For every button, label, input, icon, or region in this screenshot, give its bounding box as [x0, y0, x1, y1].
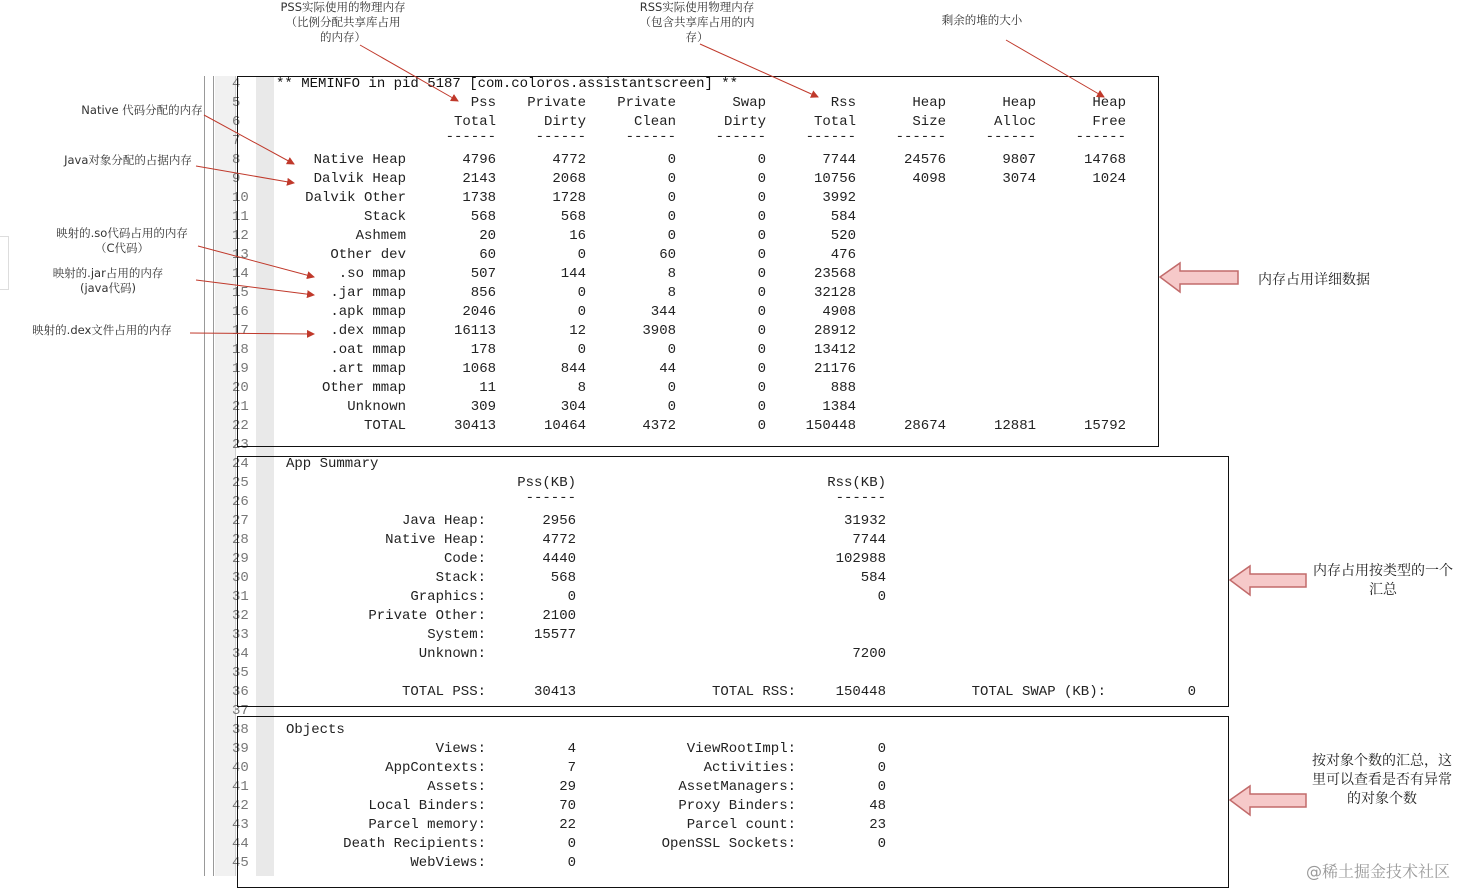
- summary-row-label: Private Other:: [368, 608, 486, 624]
- summary-rss-value: 7744: [852, 532, 886, 548]
- column-separator: ------: [445, 129, 496, 145]
- total-swap-label: TOTAL SWAP (KB):: [971, 684, 1106, 700]
- objects-value: 22: [559, 817, 576, 833]
- meminfo-value: 568: [560, 209, 586, 225]
- meminfo-value: 2143: [462, 171, 496, 187]
- column-header: Clean: [633, 114, 676, 130]
- meminfo-value: 8: [577, 380, 586, 396]
- annotation-by-objects: 按对象个数的汇总，这里可以查看是否有异常的对象个数: [1312, 753, 1452, 807]
- meminfo-value: 4772: [552, 152, 586, 168]
- meminfo-row-label: Other mmap: [321, 380, 406, 396]
- summary-rss-value: 102988: [835, 551, 886, 567]
- meminfo-value: 4098: [912, 171, 946, 187]
- meminfo-value: 21176: [813, 361, 856, 377]
- line-number: 43: [232, 817, 249, 833]
- annotation-pss: PSS实际使用的物理内存（比例分配共享库占用的内存）: [280, 0, 406, 44]
- meminfo-value: 0: [757, 152, 766, 168]
- meminfo-value: 7744: [822, 152, 856, 168]
- column-separator: ------: [985, 129, 1036, 145]
- meminfo-value: 28912: [813, 323, 856, 339]
- annotation-native: Native 代码分配的内存: [81, 103, 203, 117]
- meminfo-value: 10464: [543, 418, 586, 434]
- meminfo-row-label: .apk mmap: [330, 304, 406, 320]
- summary-pss-value: 0: [567, 589, 576, 605]
- arrow-heap-free: [1006, 40, 1104, 97]
- total-pss-label: TOTAL PSS:: [401, 684, 486, 700]
- meminfo-value: 0: [577, 247, 586, 263]
- summary-pss-value: 2100: [542, 608, 576, 624]
- meminfo-value: 20: [479, 228, 496, 244]
- line-number: 18: [232, 342, 249, 358]
- objects-value: 0: [877, 741, 886, 757]
- total-pss-value: 30413: [533, 684, 576, 700]
- arrow-native: [204, 115, 294, 164]
- summary-pss-value: 568: [550, 570, 576, 586]
- meminfo-row-label: Dalvik Other: [305, 190, 406, 206]
- section-title: Objects: [286, 722, 345, 738]
- line-number: 6: [232, 114, 241, 130]
- objects-label: Parcel count:: [686, 817, 796, 833]
- meminfo-value: 4908: [822, 304, 856, 320]
- meminfo-value: 24576: [903, 152, 946, 168]
- meminfo-value: 0: [667, 190, 676, 206]
- line-number: 31: [232, 589, 249, 605]
- meminfo-value: 0: [667, 209, 676, 225]
- meminfo-value: 0: [757, 380, 766, 396]
- meminfo-value: 844: [560, 361, 586, 377]
- meminfo-row-label: Dalvik Heap: [313, 171, 406, 187]
- line-number: 11: [232, 209, 249, 225]
- arrow-jar: [196, 280, 314, 295]
- meminfo-value: 0: [577, 342, 586, 358]
- big-arrow-detail: [1160, 263, 1238, 292]
- line-number: 10: [232, 190, 249, 206]
- line-number: 13: [232, 247, 249, 263]
- line-number: 28: [232, 532, 249, 548]
- column-header: Total: [813, 114, 856, 130]
- meminfo-value: 0: [757, 171, 766, 187]
- line-number: 37: [232, 703, 249, 719]
- objects-value: 48: [869, 798, 886, 814]
- annotation-dex: 映射的.dex文件占用的内存: [32, 323, 172, 337]
- objects-label: Activities:: [703, 760, 796, 776]
- summary-pss-value: 2956: [542, 513, 576, 529]
- column-header: Swap: [732, 95, 766, 111]
- summary-rss-value: 0: [877, 589, 886, 605]
- column-separator: ------: [535, 129, 586, 145]
- column-header: Pss(KB): [517, 475, 576, 491]
- meminfo-row-label: Native Heap: [313, 152, 406, 168]
- meminfo-value: 0: [757, 418, 766, 434]
- summary-rss-value: 7200: [852, 646, 886, 662]
- meminfo-value: 0: [667, 228, 676, 244]
- column-separator: ------: [525, 490, 576, 506]
- meminfo-value: 1738: [462, 190, 496, 206]
- arrow-so: [198, 246, 314, 277]
- objects-label: Proxy Binders:: [678, 798, 796, 814]
- line-number: 32: [232, 608, 249, 624]
- meminfo-value: 12881: [993, 418, 1036, 434]
- summary-rss-value: 584: [860, 570, 886, 586]
- arrow-rss: [700, 44, 818, 97]
- column-header: Pss: [470, 95, 496, 111]
- meminfo-value: 8: [667, 266, 676, 282]
- objects-value: 29: [559, 779, 576, 795]
- column-header: Rss(KB): [827, 475, 886, 491]
- meminfo-value: 0: [667, 152, 676, 168]
- objects-value: 0: [567, 855, 576, 871]
- column-header: Rss: [830, 95, 856, 111]
- meminfo-value: 0: [667, 380, 676, 396]
- meminfo-value: 16113: [453, 323, 496, 339]
- line-number: 33: [232, 627, 249, 643]
- meminfo-value: 0: [757, 361, 766, 377]
- meminfo-row-label: .art mmap: [330, 361, 406, 377]
- objects-value: 0: [877, 836, 886, 852]
- meminfo-value: 30413: [453, 418, 496, 434]
- meminfo-value: 13412: [813, 342, 856, 358]
- summary-pss-value: 15577: [533, 627, 576, 643]
- meminfo-value: 44: [659, 361, 676, 377]
- annotation-by-type: 内存占用按类型的一个汇总: [1313, 563, 1453, 598]
- meminfo-value: 1068: [462, 361, 496, 377]
- column-header: Heap: [1092, 95, 1126, 111]
- meminfo-value: 856: [470, 285, 496, 301]
- watermark: @稀土掘金技术社区: [1305, 862, 1450, 881]
- objects-label: Views:: [435, 741, 486, 757]
- line-number: 4: [232, 76, 241, 92]
- objects-label: OpenSSL Sockets:: [661, 836, 796, 852]
- section-title: App Summary: [286, 456, 379, 472]
- meminfo-value: 0: [667, 342, 676, 358]
- line-number: 42: [232, 798, 249, 814]
- meminfo-value: 28674: [903, 418, 946, 434]
- meminfo-value: 0: [757, 209, 766, 225]
- meminfo-value: 8: [667, 285, 676, 301]
- arrow-java: [196, 166, 294, 183]
- column-header: Dirty: [543, 114, 586, 130]
- meminfo-value: 0: [757, 190, 766, 206]
- objects-value: 0: [877, 760, 886, 776]
- meminfo-row-label: .oat mmap: [330, 342, 406, 358]
- column-header: Heap: [1002, 95, 1036, 111]
- meminfo-value: 178: [470, 342, 496, 358]
- objects-value: 70: [559, 798, 576, 814]
- line-number: 8: [232, 152, 241, 168]
- meminfo-value: 304: [560, 399, 586, 415]
- line-number: 25: [232, 475, 249, 491]
- line-number: 12: [232, 228, 249, 244]
- column-separator: ------: [835, 490, 886, 506]
- meminfo-value: 2068: [552, 171, 586, 187]
- meminfo-heading: ** MEMINFO in pid 5187 [com.coloros.assistantscreen] **: [276, 76, 739, 92]
- meminfo-value: 0: [757, 323, 766, 339]
- summary-row-label: Stack:: [435, 570, 486, 586]
- column-header: Private: [527, 95, 586, 111]
- line-number: 29: [232, 551, 249, 567]
- meminfo-value: 10756: [813, 171, 856, 187]
- annotation-so: 映射的.so代码占用的内存（C代码）: [56, 226, 188, 255]
- meminfo-value: 568: [470, 209, 496, 225]
- meminfo-value: 0: [757, 247, 766, 263]
- meminfo-value: 0: [757, 342, 766, 358]
- objects-value: 4: [567, 741, 576, 757]
- line-number: 21: [232, 399, 249, 415]
- objects-label: Local Binders:: [368, 798, 486, 814]
- meminfo-value: 476: [830, 247, 856, 263]
- line-number: 23: [232, 437, 249, 453]
- meminfo-row-label: .so mmap: [338, 266, 406, 282]
- column-header: Dirty: [723, 114, 766, 130]
- line-number: 20: [232, 380, 249, 396]
- summary-row-label: Native Heap:: [385, 532, 486, 548]
- column-separator: ------: [1075, 129, 1126, 145]
- meminfo-value: 0: [757, 399, 766, 415]
- meminfo-value: 0: [577, 285, 586, 301]
- annotation-jar: 映射的.jar占用的内存(java代码): [52, 266, 164, 295]
- total-rss-value: 150448: [835, 684, 886, 700]
- objects-label: Assets:: [427, 779, 486, 795]
- column-header: Size: [912, 114, 946, 130]
- meminfo-value: 144: [560, 266, 586, 282]
- meminfo-value: 0: [757, 228, 766, 244]
- objects-value: 0: [877, 779, 886, 795]
- objects-label: AppContexts:: [385, 760, 486, 776]
- meminfo-value: 4796: [462, 152, 496, 168]
- meminfo-value: 12: [569, 323, 586, 339]
- big-arrow-by-objects: [1230, 786, 1306, 815]
- annotation-java: Java对象分配的占据内存: [64, 153, 192, 167]
- column-separator: ------: [625, 129, 676, 145]
- meminfo-value: 3908: [642, 323, 676, 339]
- summary-row-label: System:: [427, 627, 486, 643]
- objects-value: 23: [869, 817, 886, 833]
- column-header: Heap: [912, 95, 946, 111]
- meminfo-value: 584: [830, 209, 856, 225]
- line-number: 19: [232, 361, 249, 377]
- meminfo-value: 1384: [822, 399, 856, 415]
- meminfo-value: 888: [830, 380, 856, 396]
- line-number: 24: [232, 456, 249, 472]
- meminfo-value: 0: [757, 285, 766, 301]
- column-header: Total: [453, 114, 496, 130]
- line-number: 16: [232, 304, 249, 320]
- meminfo-value: 3074: [1002, 171, 1036, 187]
- meminfo-row-label: Stack: [363, 209, 406, 225]
- line-number: 9: [232, 171, 241, 187]
- column-separator: ------: [895, 129, 946, 145]
- meminfo-value: 4372: [642, 418, 676, 434]
- meminfo-value: 11: [479, 380, 496, 396]
- summary-row-label: Graphics:: [410, 589, 486, 605]
- meminfo-value: 1024: [1092, 171, 1126, 187]
- line-number: 35: [232, 665, 249, 681]
- column-header: Alloc: [993, 114, 1036, 130]
- meminfo-value: 0: [667, 171, 676, 187]
- line-number: 27: [232, 513, 249, 529]
- meminfo-value: 32128: [813, 285, 856, 301]
- line-number: 15: [232, 285, 249, 301]
- annotation-rss: RSS实际使用物理内存（包含共享库占用的内存）: [639, 0, 755, 44]
- line-number: 7: [232, 133, 241, 149]
- meminfo-value: 23568: [813, 266, 856, 282]
- line-number: 45: [232, 855, 249, 871]
- line-number: 41: [232, 779, 249, 795]
- line-number: 44: [232, 836, 249, 852]
- meminfo-value: 9807: [1002, 152, 1036, 168]
- objects-label: Parcel memory:: [368, 817, 486, 833]
- meminfo-row-label: Unknown: [347, 399, 406, 415]
- line-number: 17: [232, 323, 249, 339]
- arrow-dex: [190, 333, 314, 334]
- summary-pss-value: 4440: [542, 551, 576, 567]
- objects-value: 0: [567, 836, 576, 852]
- summary-row-label: Unknown:: [418, 646, 486, 662]
- meminfo-value: 60: [479, 247, 496, 263]
- meminfo-value: 16: [569, 228, 586, 244]
- total-rss-label: TOTAL RSS:: [711, 684, 796, 700]
- annotation-heap-free: 剩余的堆的大小: [941, 13, 1023, 27]
- line-number: 14: [232, 266, 249, 282]
- meminfo-value: 150448: [805, 418, 856, 434]
- objects-label: ViewRootImpl:: [686, 741, 796, 757]
- meminfo-value: 344: [650, 304, 676, 320]
- meminfo-value: 520: [830, 228, 856, 244]
- summary-rss-value: 31932: [843, 513, 886, 529]
- annotation-detail: 内存占用详细数据: [1258, 272, 1370, 288]
- summary-row-label: Code:: [443, 551, 486, 567]
- line-number: 40: [232, 760, 249, 776]
- meminfo-value: 0: [577, 304, 586, 320]
- meminfo-row-label: .dex mmap: [330, 323, 406, 339]
- meminfo-value: 309: [470, 399, 496, 415]
- column-separator: ------: [805, 129, 856, 145]
- meminfo-value: 0: [667, 399, 676, 415]
- meminfo-row-label: Ashmem: [355, 228, 406, 244]
- column-separator: ------: [715, 129, 766, 145]
- meminfo-value: 0: [757, 266, 766, 282]
- meminfo-value: 0: [757, 304, 766, 320]
- column-header: Private: [617, 95, 676, 111]
- column-header: Free: [1092, 114, 1126, 130]
- arrow-pss: [360, 45, 458, 101]
- summary-pss-value: 4772: [542, 532, 576, 548]
- line-number: 5: [232, 95, 241, 111]
- line-number: 34: [232, 646, 249, 662]
- line-number: 38: [232, 722, 249, 738]
- total-swap-value: 0: [1187, 684, 1196, 700]
- objects-label: AssetManagers:: [678, 779, 796, 795]
- line-number: 39: [232, 741, 249, 757]
- line-number: 30: [232, 570, 249, 586]
- meminfo-row-label: TOTAL: [363, 418, 406, 434]
- meminfo-value: 507: [470, 266, 496, 282]
- objects-label: Death Recipients:: [343, 836, 486, 852]
- line-number: 36: [232, 684, 249, 700]
- meminfo-value: 3992: [822, 190, 856, 206]
- objects-label: WebViews:: [410, 855, 486, 871]
- meminfo-value: 1728: [552, 190, 586, 206]
- meminfo-value: 2046: [462, 304, 496, 320]
- meminfo-value: 14768: [1083, 152, 1126, 168]
- meminfo-value: 15792: [1083, 418, 1126, 434]
- big-arrow-by-type: [1230, 566, 1306, 595]
- objects-value: 7: [567, 760, 576, 776]
- summary-row-label: Java Heap:: [401, 513, 486, 529]
- line-number: 22: [232, 418, 249, 434]
- line-number: 26: [232, 494, 249, 510]
- meminfo-value: 60: [659, 247, 676, 263]
- meminfo-row-label: .jar mmap: [330, 285, 406, 301]
- meminfo-row-label: Other dev: [330, 247, 406, 263]
